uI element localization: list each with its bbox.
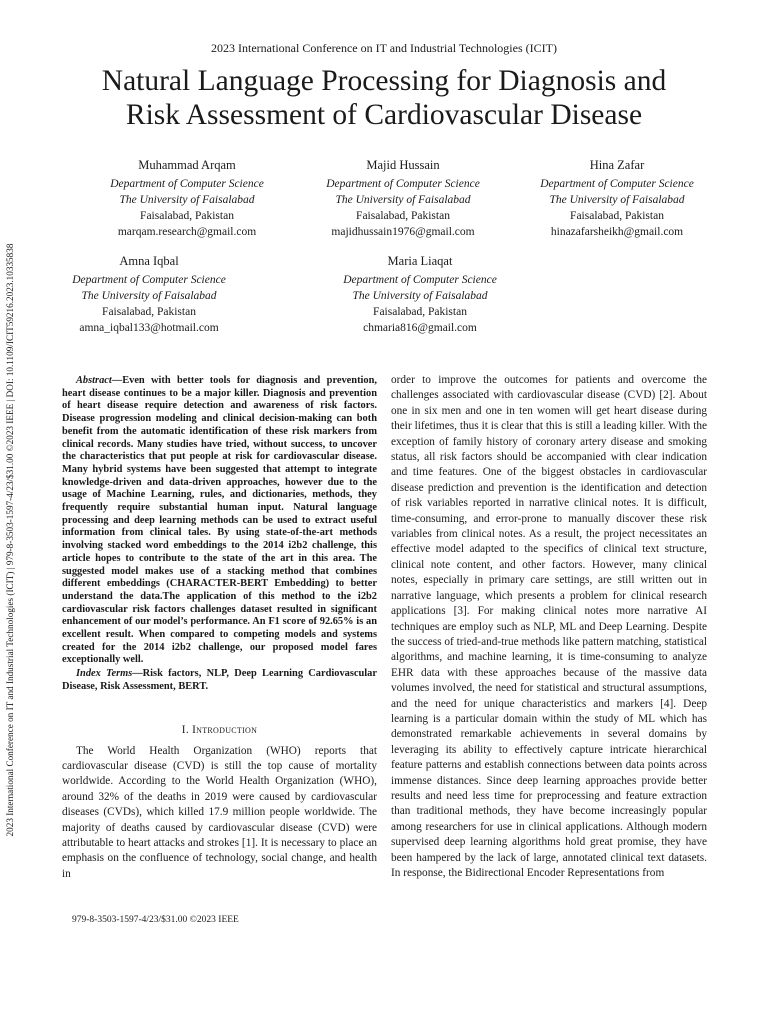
index-terms xyxy=(62,668,377,693)
author-univ: The University of Faisalabad xyxy=(81,290,217,302)
intro-paragraph: The World Health Organization (WHO) reports that cardiovascular disease (CVD) is still the top cause of mortality worldwide. According to the World Health Organization (WHO), around 32% of the deaths in 2019 were caused by cardiovascular diseases (CVDs), which killed 17.9 million people worldwide. The majority of deaths caused by cardiovascular disease (CVD) were attributable to heart attacks and strokes [1]. It is necessary to place an emphasis on the confluence of technology, social change, and health in xyxy=(62,744,377,880)
abstract-label: Abstract xyxy=(76,375,112,386)
author-dept: Department of Computer Science xyxy=(343,274,497,286)
conference-header: 2023 International Conference on IT and Industrial Technologies (ICIT) xyxy=(211,41,557,55)
author-city: Faisalabad, Pakistan xyxy=(570,210,664,222)
author-name: Maria Liaqat xyxy=(387,254,453,268)
author-block-2 xyxy=(288,157,518,240)
author-email[interactable]: hinazafarsheikh@gmail.com xyxy=(550,226,684,238)
copyright-footer: 979-8-3503-1597-4/23/$31.00 ©2023 IEEE xyxy=(72,915,239,925)
left-column xyxy=(62,375,377,882)
section-title: Introduction xyxy=(192,723,258,736)
author-city: Faisalabad, Pakistan xyxy=(373,306,467,318)
author-email[interactable]: chmaria816@gmail.com xyxy=(363,322,477,334)
right-column: order to improve the outcomes for patients and overcome the challenges associated with cardiovascular disease (CVD) [2]. About one in six men and one in ten women will get heart disease during their lifetimes, thus it is clear that this is still a leading killer. With the exception of family history of coronary artery disease and smoking status, all risk factors should be accompanied with clear indication and time features. One of the biggest obstacles in cardiovascular disease prediction and prevention is the identification and detection of risk variables reported in narrative clinical notes. It is difficult, time-consuming, and error-prone to manually discover these risk variables from clinical notes. As a result, the project necessitates an effective model adapted to the specifics of clinical text structure, clinical note content, and other factors. However, many clinical notes, especially in primary care settings, are still written out in narrative language, which presents a problem for clinical research applications [3]. For making clinical notes more narrative AI techniques are employ such as NLP, ML and Deep Learning. Despite the success of tried-and-true methods like pattern matching, statistical algorithms, and machine learning, it is time-consuming to analyze EHR data with these approaches because of the massive data volumes involved, the need for statistical and structural assumptions, and the need for unique characteristics and markers [4]. Deep learning is a particular domain within the study of ML which has demonstrated remarkable achievements in several domains by leveraging its ability to effectively capture intricate hierarchical feature patterns and establish connections between data points across immense distances. Since deep learning approaches provide better results and need less time for preprocessing and feature extraction than traditional methods, they have become increasingly popular among researchers for use in clinical applications. Although modern supervised deep learning algorithms hold great promise, they have been hampered by the lack of large, annotated clinical text datasets. In response, the Bidirectional Encoder Representations from xyxy=(391,374,707,879)
author-dept: Department of Computer Science xyxy=(326,178,480,190)
author-name: Majid Hussain xyxy=(366,158,440,172)
author-city: Faisalabad, Pakistan xyxy=(102,306,196,318)
side-doi-note: 2023 International Conference on IT and Industrial Technologies (ICIT) | 979-8-3503-1597-4/23/$31.00 ©2023 IEEE | DOI: 10.1109/ICIT59216.2023.10335838 xyxy=(5,243,15,837)
index-terms-text: —Risk factors, NLP, Deep Learning Cardiovascular Disease, Risk Assessment, BERT. xyxy=(62,668,377,692)
author-name: Amna Iqbal xyxy=(119,254,179,268)
section-number: I. xyxy=(181,723,189,736)
author-name: Muhammad Arqam xyxy=(138,158,236,172)
index-terms-label: Index Terms xyxy=(76,668,133,680)
author-city: Faisalabad, Pakistan xyxy=(356,210,450,222)
author-city: Faisalabad, Pakistan xyxy=(140,210,234,222)
paper-title xyxy=(40,64,728,132)
author-name: Hina Zafar xyxy=(589,158,645,172)
author-univ: The University of Faisalabad xyxy=(335,194,471,206)
author-univ: The University of Faisalabad xyxy=(119,194,255,206)
author-block-1 xyxy=(72,157,302,240)
section-heading xyxy=(62,724,377,736)
author-email[interactable]: amna_iqbal133@hotmail.com xyxy=(79,322,219,334)
author-block-5 xyxy=(305,253,535,336)
author-email[interactable]: marqam.research@gmail.com xyxy=(117,226,257,238)
author-univ: The University of Faisalabad xyxy=(549,194,685,206)
title-line-2: Risk Assessment of Cardiovascular Disease xyxy=(125,99,643,131)
author-dept: Department of Computer Science xyxy=(110,178,264,190)
author-email[interactable]: majidhussain1976@gmail.com xyxy=(331,226,475,238)
abstract xyxy=(62,375,377,667)
author-block-4 xyxy=(34,253,264,336)
author-dept: Department of Computer Science xyxy=(72,274,226,286)
title-line-1: Natural Language Processing for Diagnosis and xyxy=(101,65,667,97)
author-univ: The University of Faisalabad xyxy=(352,290,488,302)
author-dept: Department of Computer Science xyxy=(540,178,694,190)
author-block-3 xyxy=(502,157,732,240)
abstract-text: —Even with better tools for diagnosis and prevention, heart disease continues to be a major killer. Diagnosis and prevention of heart disease require detection and awareness of risk factors. Disease progression modeling and clinical decision-making can both benefit from the automatic identification of these risk markers from clinical records. Many studies have tried, without success, to uncover the characteristics that put people at risk for cardiovascular disease. Many hybrid systems have been suggested that attempt to integrate knowledge-driven and data-driven approaches, however due to the usage of Machine Learning, rules, and dictionaries, methods, they frequently require substantial human input. Natural language processing and deep learning methods can be used to extract useful information from clinical tales. By using state-of-the-art methods involving stacked word embeddings to the 2014 i2b2 challenge, this article hopes to contribute to the state of the art in this area. The suggested model makes use of a stacking method that combines different embeddings (CHARACTER-BERT Embedding) to better understand the data.The application of this method to the i2b2 cardiovascular risk factors challenges dataset resulted in significant enhancement of our model’s performance. An F1 score of 92.65% is an excellent result. When compared to competing models and systems created for the 2014 i2b2 challenge, our proposed model fares exceptionally well. xyxy=(62,375,377,666)
